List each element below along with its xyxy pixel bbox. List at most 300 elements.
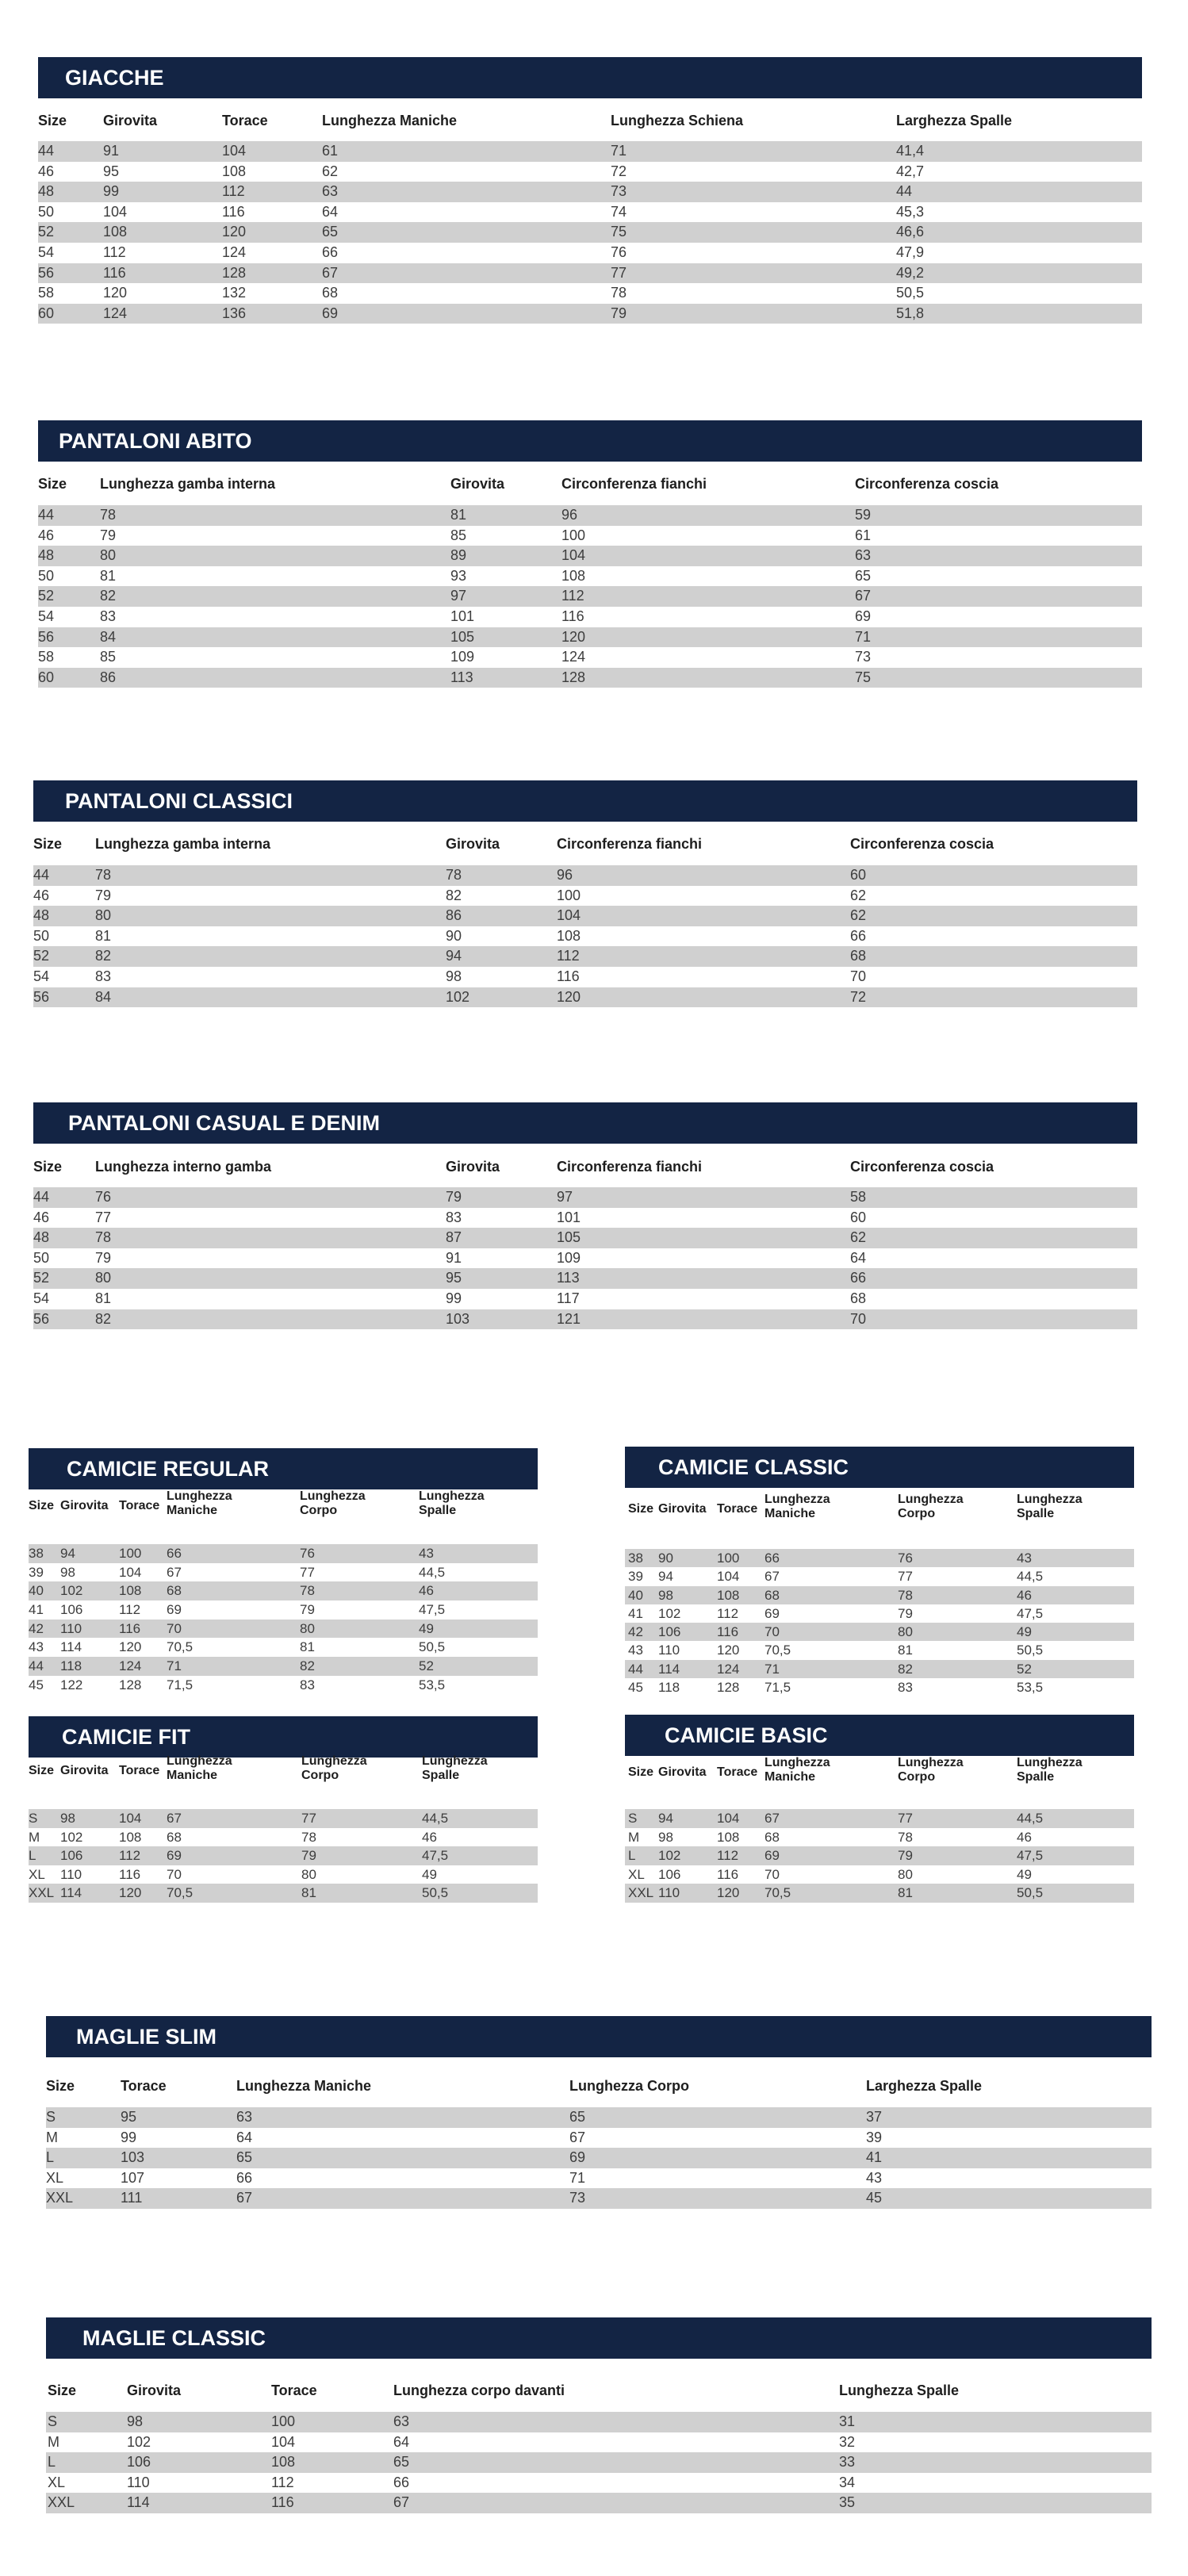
table-row	[33, 946, 1137, 967]
table-cell: 76	[300, 1546, 315, 1561]
table-row	[625, 1586, 1134, 1604]
table-cell: 120	[222, 224, 247, 240]
table-cell: 116	[561, 608, 584, 624]
table-cell: 59	[855, 507, 872, 523]
table-cell: 49	[1017, 1624, 1032, 1640]
column-header: Size	[33, 1159, 63, 1175]
table-cell: 50	[33, 1249, 50, 1266]
table-cell: S	[46, 2109, 56, 2125]
table-cell: 102	[60, 1829, 83, 1845]
table-row	[625, 1828, 1134, 1847]
table-cell: 116	[222, 203, 245, 220]
column-header: Size	[628, 1502, 654, 1516]
table-row	[625, 1846, 1134, 1865]
table-cell: 68	[167, 1583, 182, 1599]
table-cell: 116	[717, 1624, 739, 1640]
table-cell: 80	[95, 907, 112, 924]
table-cell: 50,5	[1017, 1885, 1044, 1900]
table-cell: 50	[38, 567, 55, 584]
table-cell: 73	[611, 183, 627, 200]
table-cell: 106	[60, 1848, 83, 1863]
table-title: CAMICIE BASIC	[625, 1715, 1134, 1756]
table-cell: 108	[271, 2454, 296, 2471]
table-title: PANTALONI CLASSICI	[33, 780, 1137, 822]
table-cell: 46	[38, 163, 55, 179]
table-cell: 104	[271, 2433, 296, 2450]
table-cell: 65	[236, 2149, 253, 2166]
table-cell: 98	[127, 2413, 144, 2429]
table-cell: 49	[422, 1866, 437, 1882]
table-cell: 52	[38, 224, 55, 240]
table-cell: 79	[611, 305, 627, 321]
table-row	[46, 2148, 1152, 2168]
table-cell: 95	[446, 1270, 462, 1286]
column-header: Larghezza Spalle	[866, 2078, 983, 2094]
table-cell: 85	[100, 649, 117, 665]
table-cell: 82	[300, 1658, 315, 1674]
table-row	[625, 1604, 1134, 1623]
column-header: Circonferenza coscia	[855, 476, 999, 492]
table-cell: 50,5	[896, 285, 925, 301]
table-row	[33, 1228, 1137, 1248]
table-cell: 85	[450, 527, 467, 543]
size-table-camicie-classic	[625, 1447, 1134, 1696]
table-cell: 97	[450, 588, 467, 604]
table-row	[38, 222, 1142, 243]
table-row	[33, 1248, 1137, 1269]
table-cell: 58	[38, 649, 55, 665]
table-row	[38, 141, 1142, 162]
column-header: Lunghezza Corpo	[301, 1754, 367, 1783]
table-cell: 124	[717, 1661, 740, 1677]
table-cell: 41	[628, 1605, 643, 1621]
table-cell: 78	[611, 285, 627, 301]
table-cell: 45	[29, 1677, 44, 1692]
table-cell: 66	[850, 927, 867, 944]
table-cell: M	[46, 2129, 58, 2145]
table-cell: 112	[119, 1602, 141, 1618]
table-row	[46, 2452, 1152, 2473]
table-cell: 106	[60, 1602, 83, 1618]
table-cell: 54	[33, 968, 50, 984]
table-cell: 48	[38, 547, 55, 564]
column-header: Torace	[119, 1764, 160, 1777]
column-header: Torace	[119, 1499, 160, 1512]
table-cell: 112	[222, 183, 245, 200]
table-cell: 84	[100, 628, 117, 645]
table-cell: 66	[236, 2169, 253, 2186]
table-cell: 52	[38, 588, 55, 604]
table-cell: 136	[222, 305, 247, 321]
table-cell: 69	[569, 2149, 586, 2166]
table-row	[33, 1208, 1137, 1229]
table-cell: 44,5	[422, 1811, 449, 1826]
column-header: Girovita	[658, 1502, 707, 1516]
table-cell: 64	[850, 1249, 867, 1266]
table-cell: 46	[33, 887, 50, 903]
table-cell: 67	[167, 1811, 182, 1826]
table-cell: 128	[119, 1677, 142, 1692]
table-cell: 114	[60, 1639, 82, 1655]
column-header: Circonferenza coscia	[850, 1159, 994, 1175]
table-cell: 83	[446, 1209, 462, 1225]
table-cell: 64	[322, 203, 339, 220]
table-cell: 74	[611, 203, 627, 220]
table-cell: 69	[322, 305, 339, 321]
table-cell: 67	[236, 2190, 253, 2206]
table-cell: 75	[611, 224, 627, 240]
table-cell: 112	[119, 1848, 141, 1863]
table-cell: 78	[898, 1829, 913, 1845]
column-header: Larghezza Spalle	[896, 113, 1013, 128]
table-cell: 69	[167, 1602, 182, 1618]
column-header: Girovita	[658, 1765, 707, 1779]
table-cell: 79	[446, 1189, 462, 1205]
table-row	[29, 1828, 538, 1847]
table-cell: 104	[717, 1569, 740, 1585]
table-row	[33, 906, 1137, 926]
table-cell: 63	[855, 547, 872, 564]
column-header: Lunghezza Spalle	[839, 2382, 960, 2398]
table-cell: 44,5	[1017, 1811, 1044, 1826]
table-cell: 78	[301, 1829, 316, 1845]
table-body	[29, 1544, 538, 1695]
table-cell: XXL	[628, 1885, 654, 1900]
table-cell: 116	[717, 1866, 739, 1882]
table-cell: 93	[450, 567, 467, 584]
table-cell: 70	[167, 1866, 182, 1882]
table-cell: 78	[100, 507, 117, 523]
table-cell: 50	[38, 203, 55, 220]
table-cell: 90	[446, 927, 462, 944]
table-cell: 80	[898, 1866, 913, 1882]
table-row	[33, 1309, 1137, 1330]
table-cell: 68	[765, 1587, 780, 1603]
size-table-maglie-classic	[46, 2317, 1152, 2511]
table-cell: 77	[611, 264, 627, 281]
table-cell: 98	[446, 968, 462, 984]
table-cell: 50,5	[1017, 1643, 1044, 1658]
table-cell: 80	[300, 1620, 315, 1636]
table-cell: L	[48, 2454, 56, 2471]
table-row	[29, 1865, 538, 1884]
table-cell: 48	[33, 1229, 50, 1246]
table-cell: 72	[850, 988, 867, 1005]
column-header: Girovita	[127, 2382, 182, 2398]
table-cell: 113	[450, 669, 473, 685]
table-cell: 79	[95, 887, 112, 903]
table-cell: 104	[717, 1811, 740, 1826]
table-cell: 98	[60, 1564, 75, 1580]
table-cell: 104	[222, 143, 247, 159]
table-cell: 49,2	[896, 264, 925, 281]
table-cell: 110	[658, 1643, 680, 1658]
table-cell: 63	[236, 2109, 253, 2125]
table-cell: 112	[717, 1605, 739, 1621]
table-cell: 44	[38, 143, 55, 159]
table-cell: 108	[717, 1829, 740, 1845]
table-row	[46, 2493, 1152, 2513]
table-cell: 77	[898, 1569, 913, 1585]
table-cell: 97	[557, 1189, 573, 1205]
size-table-giacche	[38, 57, 1142, 321]
table-cell: 104	[103, 203, 128, 220]
table-row	[38, 182, 1142, 202]
table-cell: 43	[419, 1546, 434, 1561]
column-header: Lunghezza Maniche	[236, 2078, 372, 2094]
table-cell: 68	[322, 285, 339, 301]
column-header: Size	[628, 1765, 654, 1779]
table-cell: 47,9	[896, 243, 925, 260]
table-cell: 78	[446, 867, 462, 883]
column-header: Circonferenza coscia	[850, 836, 994, 852]
table-cell: 124	[103, 305, 128, 321]
column-header: Girovita	[60, 1764, 109, 1777]
table-cell: 48	[38, 183, 55, 200]
column-header: Lunghezza gamba interna	[95, 836, 271, 852]
table-cell: 39	[628, 1569, 643, 1585]
table-cell: XL	[48, 2474, 66, 2490]
table-cell: 38	[29, 1546, 44, 1561]
table-cell: 44	[33, 867, 50, 883]
table-cell: 102	[658, 1848, 681, 1863]
table-cell: 108	[557, 927, 581, 944]
table-cell: 94	[446, 948, 462, 964]
table-cell: 82	[898, 1661, 913, 1677]
table-cell: 44	[29, 1658, 44, 1674]
table-cell: 70	[850, 968, 867, 984]
table-cell: 112	[271, 2474, 294, 2490]
table-cell: 71	[765, 1661, 780, 1677]
table-cell: 33	[839, 2454, 856, 2471]
table-row	[38, 162, 1142, 182]
table-body	[46, 2412, 1152, 2513]
table-cell: 81	[100, 567, 117, 584]
table-cell: 108	[119, 1583, 142, 1599]
table-cell: 81	[898, 1643, 913, 1658]
table-cell: 78	[898, 1587, 913, 1603]
table-cell: 48	[33, 907, 50, 924]
table-cell: 47,5	[419, 1602, 446, 1618]
table-cell: 100	[561, 527, 586, 543]
table-cell: 116	[119, 1866, 141, 1882]
table-row	[625, 1865, 1134, 1884]
table-row	[38, 304, 1142, 324]
table-cell: 95	[121, 2109, 137, 2125]
table-cell: 47,5	[422, 1848, 449, 1863]
table-row	[46, 2107, 1152, 2128]
table-body	[46, 2107, 1152, 2209]
table-cell: 101	[450, 608, 475, 624]
table-cell: 124	[561, 649, 586, 665]
table-cell: 98	[658, 1587, 673, 1603]
table-cell: 116	[103, 264, 126, 281]
table-row	[38, 668, 1142, 688]
table-title: MAGLIE CLASSIC	[46, 2317, 1152, 2359]
table-row	[38, 627, 1142, 648]
table-row	[625, 1549, 1134, 1567]
table-cell: 75	[855, 669, 872, 685]
table-cell: 69	[765, 1848, 780, 1863]
table-cell: 79	[300, 1602, 315, 1618]
table-cell: 112	[103, 243, 126, 260]
table-cell: 109	[450, 649, 475, 665]
table-cell: 67	[855, 588, 872, 604]
table-title: CAMICIE CLASSIC	[625, 1447, 1134, 1488]
table-cell: 109	[557, 1249, 581, 1266]
table-cell: 128	[222, 264, 247, 281]
size-table-pantaloni-abito	[38, 420, 1142, 685]
table-cell: XL	[29, 1866, 45, 1882]
column-header: Size	[38, 113, 67, 128]
table-cell: 87	[446, 1229, 462, 1246]
column-header: Lunghezza Spalle	[1017, 1493, 1083, 1521]
table-cell: 132	[222, 285, 247, 301]
column-header: Size	[33, 836, 63, 852]
table-cell: 101	[557, 1209, 581, 1225]
table-cell: 39	[29, 1564, 44, 1580]
table-cell: 70,5	[167, 1639, 194, 1655]
table-title: CAMICIE REGULAR	[29, 1448, 538, 1489]
table-row	[33, 1268, 1137, 1289]
table-cell: XL	[46, 2169, 64, 2186]
table-cell: 70,5	[167, 1885, 194, 1900]
table-row	[38, 263, 1142, 284]
table-cell: 120	[103, 285, 128, 301]
table-cell: 94	[60, 1546, 75, 1561]
table-cell: 103	[446, 1310, 470, 1327]
table-row	[38, 546, 1142, 566]
table-cell: 65	[855, 567, 872, 584]
table-cell: 84	[95, 988, 112, 1005]
table-cell: 100	[557, 887, 581, 903]
table-cell: 76	[95, 1189, 112, 1205]
table-cell: 79	[301, 1848, 316, 1863]
table-cell: XXL	[29, 1885, 55, 1900]
table-cell: 110	[658, 1885, 680, 1900]
table-cell: 91	[446, 1249, 462, 1266]
table-cell: 96	[557, 867, 573, 883]
table-cell: 110	[127, 2474, 150, 2490]
table-cell: 61	[855, 527, 872, 543]
table-cell: 60	[850, 867, 867, 883]
table-cell: 78	[95, 1229, 112, 1246]
table-cell: 105	[557, 1229, 581, 1246]
table-cell: 68	[765, 1829, 780, 1845]
column-header: Lunghezza corpo davanti	[393, 2382, 565, 2398]
table-cell: 116	[557, 968, 580, 984]
table-row	[625, 1884, 1134, 1903]
table-cell: 104	[119, 1564, 142, 1580]
table-row	[33, 926, 1137, 947]
table-row	[33, 987, 1137, 1008]
table-cell: 121	[557, 1310, 581, 1327]
column-header: Lunghezza Maniche	[765, 1493, 830, 1521]
table-body	[625, 1549, 1134, 1696]
table-cell: 44	[38, 507, 55, 523]
table-cell: 69	[765, 1605, 780, 1621]
table-cell: 82	[95, 948, 112, 964]
table-cell: 78	[300, 1583, 315, 1599]
table-cell: 60	[850, 1209, 867, 1225]
table-row	[625, 1567, 1134, 1585]
table-cell: 62	[322, 163, 339, 179]
column-header: Lunghezza interno gamba	[95, 1159, 272, 1175]
table-cell: 111	[121, 2190, 143, 2206]
table-cell: 68	[850, 1290, 867, 1306]
table-cell: 46	[1017, 1587, 1032, 1603]
table-cell: 116	[119, 1620, 141, 1636]
table-cell: 83	[300, 1677, 315, 1692]
table-cell: 66	[393, 2474, 410, 2490]
table-cell: 78	[95, 867, 112, 883]
table-cell: 67	[765, 1811, 780, 1826]
table-cell: 108	[119, 1829, 142, 1845]
table-cell: 76	[611, 243, 627, 260]
table-cell: 46	[419, 1583, 434, 1599]
table-cell: 65	[569, 2109, 586, 2125]
table-cell: 71	[569, 2169, 586, 2186]
table-row	[29, 1563, 538, 1582]
table-cell: 104	[119, 1811, 142, 1826]
table-title: PANTALONI ABITO	[38, 420, 1142, 462]
table-cell: 35	[839, 2494, 856, 2511]
table-cell: 62	[850, 887, 867, 903]
table-cell: 66	[850, 1270, 867, 1286]
column-header: Girovita	[450, 476, 505, 492]
table-row	[33, 1289, 1137, 1309]
table-cell: 100	[717, 1551, 740, 1566]
table-cell: XXL	[48, 2494, 75, 2511]
table-row	[29, 1884, 538, 1903]
size-table-pantaloni-classici	[33, 780, 1137, 1005]
table-cell: 41,4	[896, 143, 925, 159]
table-row	[46, 2473, 1152, 2494]
table-cell: 79	[898, 1848, 913, 1863]
table-row	[38, 607, 1142, 627]
table-row	[29, 1657, 538, 1676]
table-cell: 67	[569, 2129, 586, 2145]
table-row	[29, 1600, 538, 1620]
table-cell: S	[628, 1811, 638, 1826]
table-cell: 114	[127, 2494, 150, 2511]
size-table-pantaloni-casual-denim	[33, 1102, 1137, 1327]
column-header: Lunghezza Corpo	[300, 1489, 366, 1518]
table-cell: 56	[38, 628, 55, 645]
table-cell: 52	[33, 948, 50, 964]
table-title: GIACCHE	[38, 57, 1142, 98]
table-row	[38, 586, 1142, 607]
table-row	[29, 1544, 538, 1563]
table-cell: 124	[222, 243, 247, 260]
table-cell: 43	[866, 2169, 883, 2186]
table-cell: 64	[236, 2129, 253, 2145]
table-cell: 73	[855, 649, 872, 665]
table-cell: M	[48, 2433, 59, 2450]
column-header: Lunghezza Maniche	[322, 113, 458, 128]
table-cell: M	[628, 1829, 640, 1845]
table-cell: 50,5	[419, 1639, 446, 1655]
table-cell: 72	[611, 163, 627, 179]
column-header: Size	[48, 2382, 77, 2398]
table-cell: 54	[38, 243, 55, 260]
column-header: Lunghezza Spalle	[422, 1754, 488, 1783]
column-header: Torace	[222, 113, 268, 128]
table-cell: 46	[38, 527, 55, 543]
table-row	[38, 243, 1142, 263]
table-cell: 70	[765, 1866, 780, 1882]
table-cell: 41	[866, 2149, 883, 2166]
